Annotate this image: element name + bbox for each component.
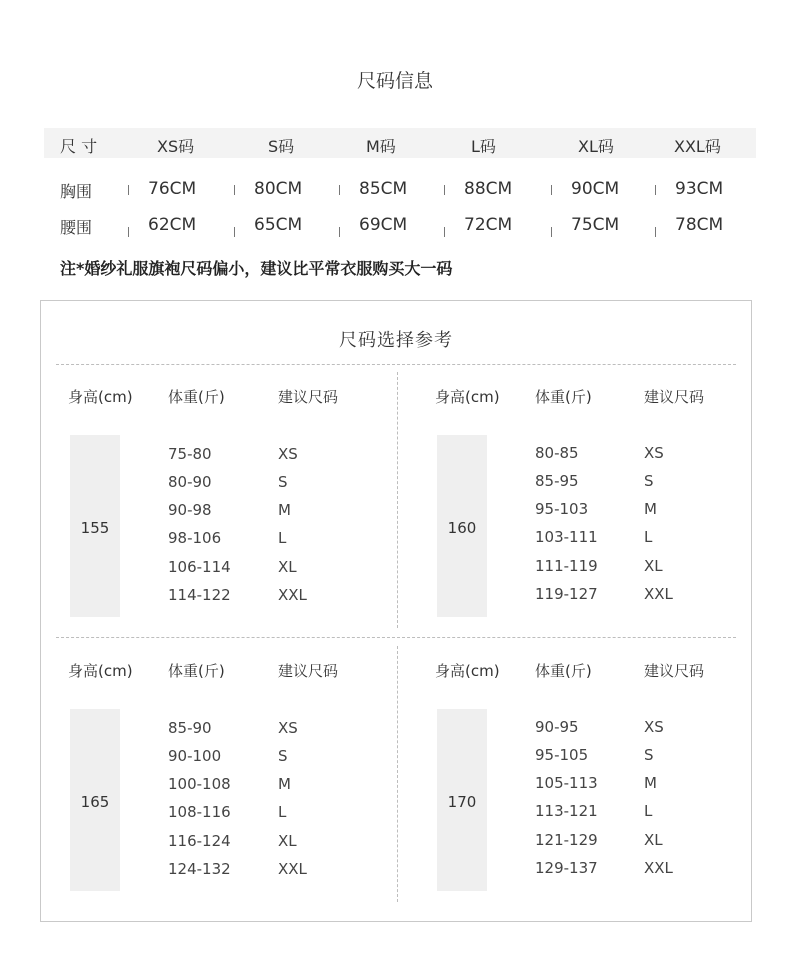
header-xl: XL码 [578, 137, 614, 156]
size-value: L [644, 528, 653, 546]
header-l: L码 [471, 137, 496, 156]
height-cell [70, 709, 120, 891]
separator [551, 227, 552, 237]
separator [234, 227, 235, 237]
header-xxl: XXL码 [674, 137, 721, 156]
weight-range: 106-114 [168, 558, 231, 576]
separator [655, 227, 656, 237]
separator [339, 185, 340, 195]
weight-range: 95-105 [535, 746, 589, 764]
weight-range: 111-119 [535, 557, 598, 575]
weight-range: 90-98 [168, 501, 212, 519]
weight-range: 85-95 [535, 472, 579, 490]
title-divider [56, 364, 736, 365]
height-value: 165 [80, 793, 110, 811]
chest-value: 93CM [675, 179, 724, 199]
waist-label: 腰围 [60, 218, 93, 237]
weight-range: 90-95 [535, 718, 579, 736]
weight-range: 108-116 [168, 803, 231, 821]
waist-value: 72CM [464, 215, 513, 235]
size-value: M [644, 774, 657, 792]
row-divider [56, 637, 736, 638]
size-col-head: 建议尺码 [278, 662, 339, 680]
size-value: XXL [278, 860, 307, 878]
reference-group-165 [68, 660, 368, 900]
weight-range: 113-121 [535, 802, 598, 820]
size-col-head: 建议尺码 [278, 388, 339, 406]
separator [234, 185, 235, 195]
size-value: XS [644, 444, 664, 462]
weight-range: 85-90 [168, 719, 212, 737]
size-value: XL [644, 831, 663, 849]
reference-title: 尺码选择参考 [339, 330, 453, 351]
size-value: XS [644, 718, 664, 736]
separator [128, 185, 129, 195]
waist-value: 75CM [571, 215, 620, 235]
size-col-head: 建议尺码 [644, 388, 705, 406]
reference-group-170 [435, 660, 735, 900]
weight-range: 103-111 [535, 528, 598, 546]
weight-range: 90-100 [168, 747, 222, 765]
weight-range: 80-85 [535, 444, 579, 462]
size-note: 注*婚纱礼服旗袍尺码偏小，建议比平常衣服购买大一码 [60, 259, 453, 278]
height-cell [437, 709, 487, 891]
size-value: XXL [644, 585, 673, 603]
size-value: XXL [644, 859, 673, 877]
size-info-title: 尺码信息 [356, 70, 433, 92]
size-value: S [644, 746, 654, 764]
separator [551, 185, 552, 195]
weight-range: 119-127 [535, 585, 598, 603]
weight-col-head: 体重(斤) [168, 662, 225, 680]
height-value: 170 [447, 793, 477, 811]
waist-value: 78CM [675, 215, 724, 235]
height-value: 155 [80, 519, 110, 537]
header-m: M码 [366, 137, 396, 156]
weight-range: 95-103 [535, 500, 589, 518]
size-value: L [278, 803, 287, 821]
size-value: M [644, 500, 657, 518]
size-value: L [644, 802, 653, 820]
header-s: S码 [268, 137, 295, 156]
size-col-head: 建议尺码 [644, 662, 705, 680]
height-col-head: 身高(cm) [68, 662, 133, 680]
separator [444, 227, 445, 237]
weight-range: 129-137 [535, 859, 598, 877]
weight-range: 80-90 [168, 473, 212, 491]
weight-col-head: 体重(斤) [168, 388, 225, 406]
size-value: XS [278, 445, 298, 463]
waist-value: 62CM [148, 215, 197, 235]
separator [128, 227, 129, 237]
header-label: 尺 寸 [60, 137, 98, 156]
reference-group-155 [68, 386, 368, 626]
column-divider-bottom [397, 646, 398, 902]
separator [655, 185, 656, 195]
size-header-band [44, 128, 756, 158]
weight-range: 121-129 [535, 831, 598, 849]
size-value: M [278, 775, 291, 793]
size-value: M [278, 501, 291, 519]
waist-value: 65CM [254, 215, 303, 235]
chest-value: 90CM [571, 179, 620, 199]
size-value: S [278, 473, 288, 491]
weight-range: 98-106 [168, 529, 222, 547]
chest-value: 88CM [464, 179, 513, 199]
size-value: L [278, 529, 287, 547]
height-cell [70, 435, 120, 617]
height-cell [437, 435, 487, 617]
weight-range: 75-80 [168, 445, 212, 463]
header-xs: XS码 [157, 137, 195, 156]
chest-label: 胸围 [60, 182, 93, 201]
weight-range: 124-132 [168, 860, 231, 878]
size-value: XL [644, 557, 663, 575]
size-value: S [644, 472, 654, 490]
size-value: XL [278, 832, 297, 850]
size-value: XXL [278, 586, 307, 604]
weight-col-head: 体重(斤) [535, 662, 592, 680]
weight-range: 105-113 [535, 774, 598, 792]
height-col-head: 身高(cm) [435, 388, 500, 406]
size-value: XS [278, 719, 298, 737]
chest-value: 85CM [359, 179, 408, 199]
weight-range: 114-122 [168, 586, 231, 604]
size-value: S [278, 747, 288, 765]
chest-value: 80CM [254, 179, 303, 199]
height-col-head: 身高(cm) [435, 662, 500, 680]
separator [339, 227, 340, 237]
height-value: 160 [447, 519, 477, 537]
column-divider-top [397, 372, 398, 628]
weight-range: 100-108 [168, 775, 231, 793]
size-value: XL [278, 558, 297, 576]
waist-value: 69CM [359, 215, 408, 235]
weight-range: 116-124 [168, 832, 231, 850]
height-col-head: 身高(cm) [68, 388, 133, 406]
reference-group-160 [435, 386, 735, 626]
chest-value: 76CM [148, 179, 197, 199]
weight-col-head: 体重(斤) [535, 388, 592, 406]
separator [444, 185, 445, 195]
